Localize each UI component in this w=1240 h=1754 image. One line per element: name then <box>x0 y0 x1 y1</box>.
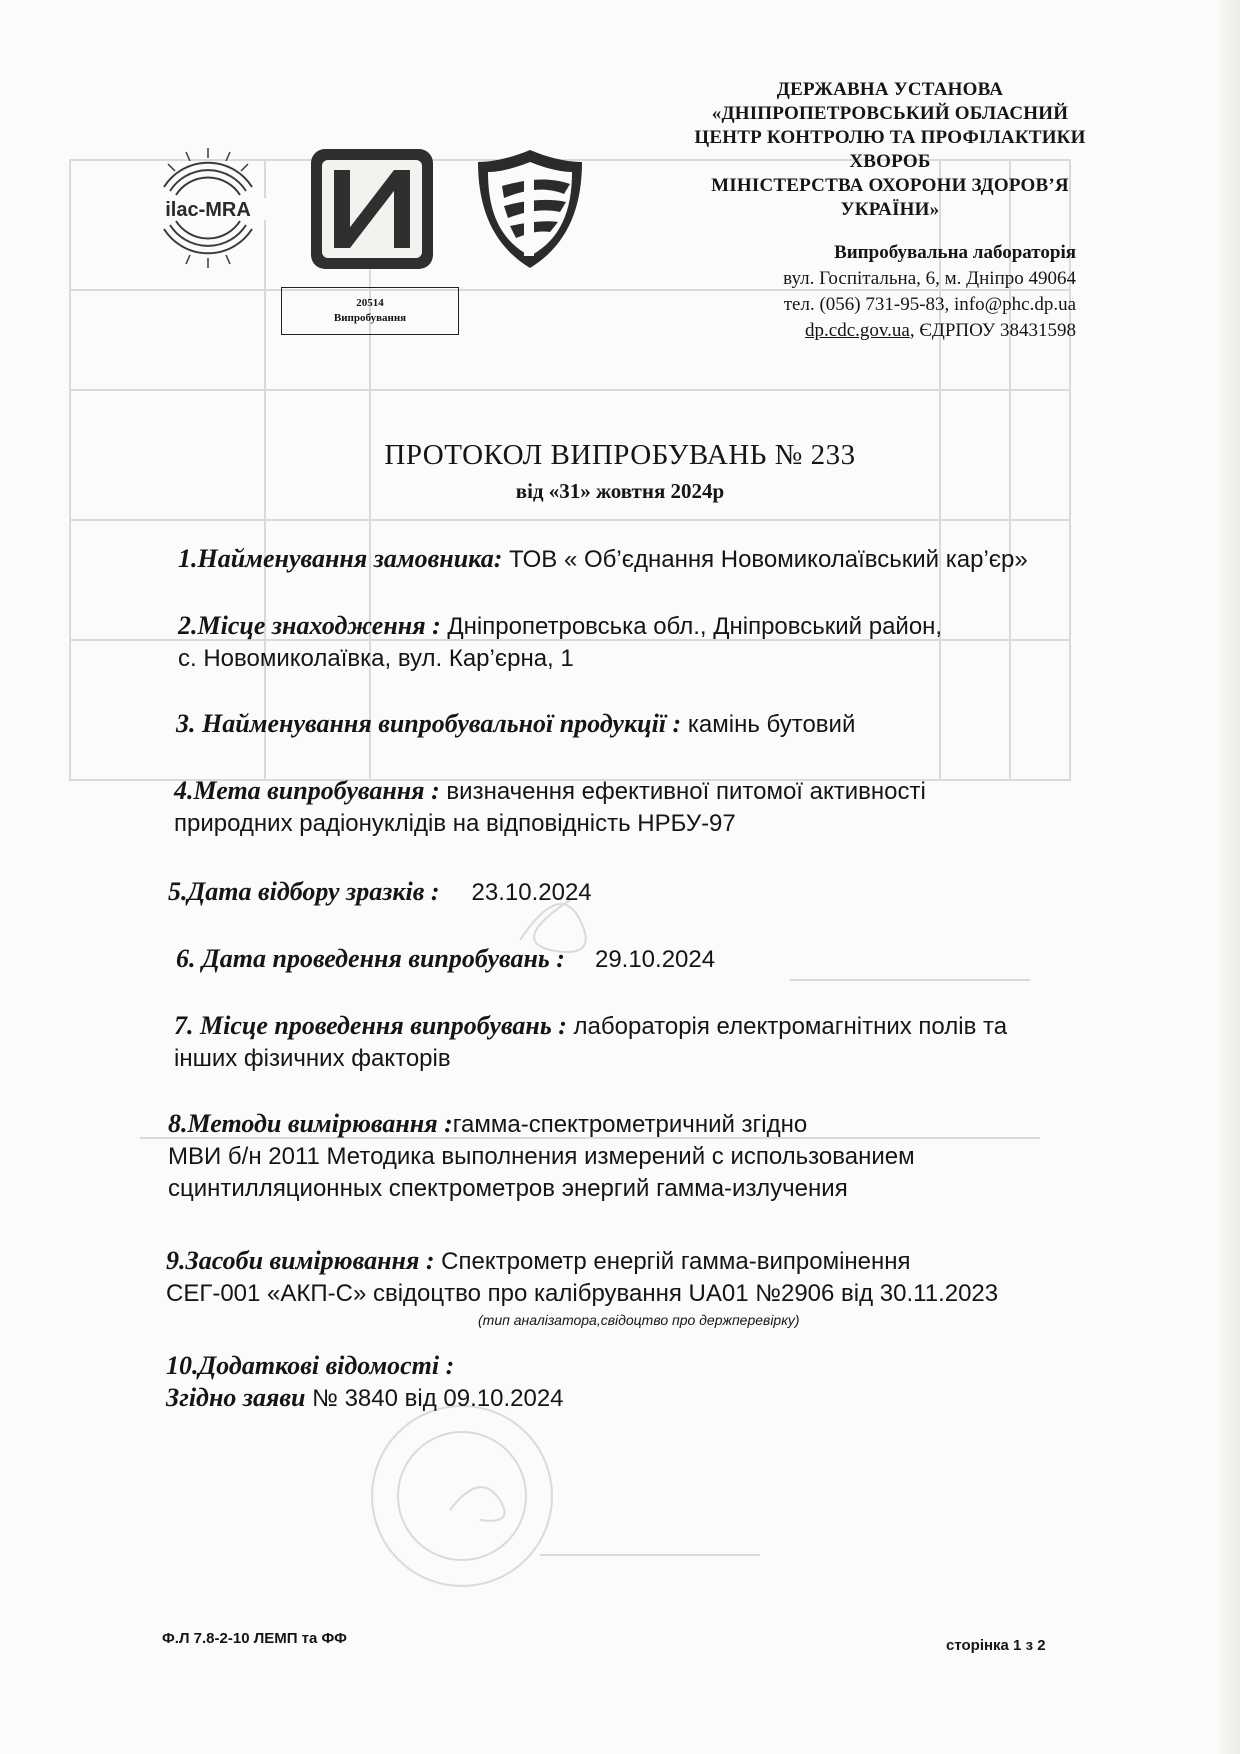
section-value-line2: с. Новомиколаївка, вул. Кар’єрна, 1 <box>178 645 574 672</box>
section-label-line2: Згідно заяви <box>166 1383 306 1412</box>
lab-phone-email: тел. (056) 731-95-83, info@phc.dp.ua <box>783 294 1076 315</box>
section-instruments <box>166 1245 998 1310</box>
lab-edrpou: , ЄДРПОУ 38431598 <box>909 320 1076 341</box>
section-value: лабораторія електромагнітних полів та <box>566 1013 1008 1040</box>
org-line: МІНІСТЕРСТВА ОХОРОНИ ЗДОРОВ’Я <box>711 175 1069 196</box>
page-number: сторінка 1 з 2 <box>946 1637 1046 1654</box>
section-methods <box>168 1108 915 1205</box>
lab-address: вул. Госпітальна, 6, м. Дніпро 49064 <box>783 268 1076 289</box>
section-label: 7. Місце проведення випробувань : <box>174 1011 567 1040</box>
accreditation-label: Випробування <box>333 312 407 324</box>
section-value-line2: природних радіонуклідів на відповідність НРБУ-97 <box>174 810 736 837</box>
section-sampling-date <box>168 876 592 909</box>
section-value: № 3840 від 09.10.2024 <box>305 1385 564 1412</box>
section-value: 23.10.2024 <box>471 879 592 906</box>
national-accreditation-logo <box>308 146 436 272</box>
section-label: 1.Найменування замовника: <box>178 544 503 573</box>
section-label: 9.Засоби вимірювання : <box>166 1246 435 1275</box>
protocol-title: ПРОТОКОЛ ВИПРОБУВАНЬ № 233 <box>384 439 856 471</box>
accreditation-badge <box>281 287 459 335</box>
org-line: ЦЕНТР КОНТРОЛЮ ТА ПРОФІЛАКТИКИ <box>694 127 1086 148</box>
lab-contact-block <box>640 240 1140 344</box>
section-label: 3. Найменування випробувальної продукції : <box>176 709 682 738</box>
lab-name: Випробувальна лабораторія <box>834 242 1076 263</box>
lab-web-line <box>640 318 1076 344</box>
section-label: 4.Мета випробування : <box>174 776 440 805</box>
section-value-line3: сцинтилляционных спектрометров энергий гамма-излучения <box>168 1175 848 1202</box>
phc-shield-logo <box>474 146 586 272</box>
page-edge <box>1220 0 1240 1754</box>
accreditation-number: 20514 <box>356 297 384 309</box>
section-label: 8.Методи вимірювання : <box>168 1109 453 1138</box>
section-value: 29.10.2024 <box>594 946 716 973</box>
section-test-date <box>176 943 715 976</box>
section-label: 2.Місце знаходження : <box>178 611 441 640</box>
instrument-caption: (тип аналізатора,свідоцтво про держперевірку) <box>478 1312 800 1328</box>
org-line: УКРАЇНИ» <box>840 199 940 220</box>
section-label: 10.Додаткові відомості : <box>166 1351 455 1380</box>
org-line: «ДНІПРОПЕТРОВСЬКИЙ ОБЛАСНИЙ <box>711 103 1069 124</box>
section-customer <box>178 543 1028 576</box>
section-product <box>176 708 855 741</box>
protocol-date: від «31» жовтня 2024р <box>515 479 725 503</box>
section-value: визначення ефективної питомої активності <box>439 778 926 805</box>
section-purpose <box>174 775 926 840</box>
section-value: камінь бутовий <box>681 711 856 738</box>
lab-website-link[interactable]: dp.cdc.gov.ua <box>805 320 910 341</box>
section-location <box>178 610 942 675</box>
organization-header <box>640 78 1140 222</box>
org-line: ХВОРОБ <box>849 151 931 172</box>
section-value: Дніпропетровська обл., Дніпровський район, <box>440 613 943 640</box>
org-line: ДЕРЖАВНА УСТАНОВА <box>776 79 1004 100</box>
ilac-mra-logo <box>146 142 270 274</box>
section-label: 6. Дата проведення випробувань : <box>176 944 565 973</box>
ilac-logo-text: ilac-MRA <box>165 199 251 221</box>
form-code: Ф.Л 7.8-2-10 ЛЕМП та ФФ <box>162 1630 347 1647</box>
section-value: Спектрометр енергій гамма-випромінення <box>434 1248 911 1275</box>
section-additional-info <box>166 1350 564 1415</box>
section-value-line2: МВИ б/н 2011 Методика выполнения измерений с использованием <box>168 1143 915 1170</box>
section-value-line2: інших фізичних факторів <box>174 1045 451 1072</box>
section-value: ТОВ « Об’єднання Новомиколаївський кар’єр» <box>502 546 1028 573</box>
section-value-line2: СЕГ-001 «АКП-С» свідоцтво про калібрування UA01 №2906 від 30.11.2023 <box>166 1280 999 1307</box>
section-label: 5.Дата відбору зразків : <box>168 877 440 906</box>
section-value: гамма-спектрометричний згідно <box>452 1111 808 1138</box>
section-test-place <box>174 1010 1007 1075</box>
